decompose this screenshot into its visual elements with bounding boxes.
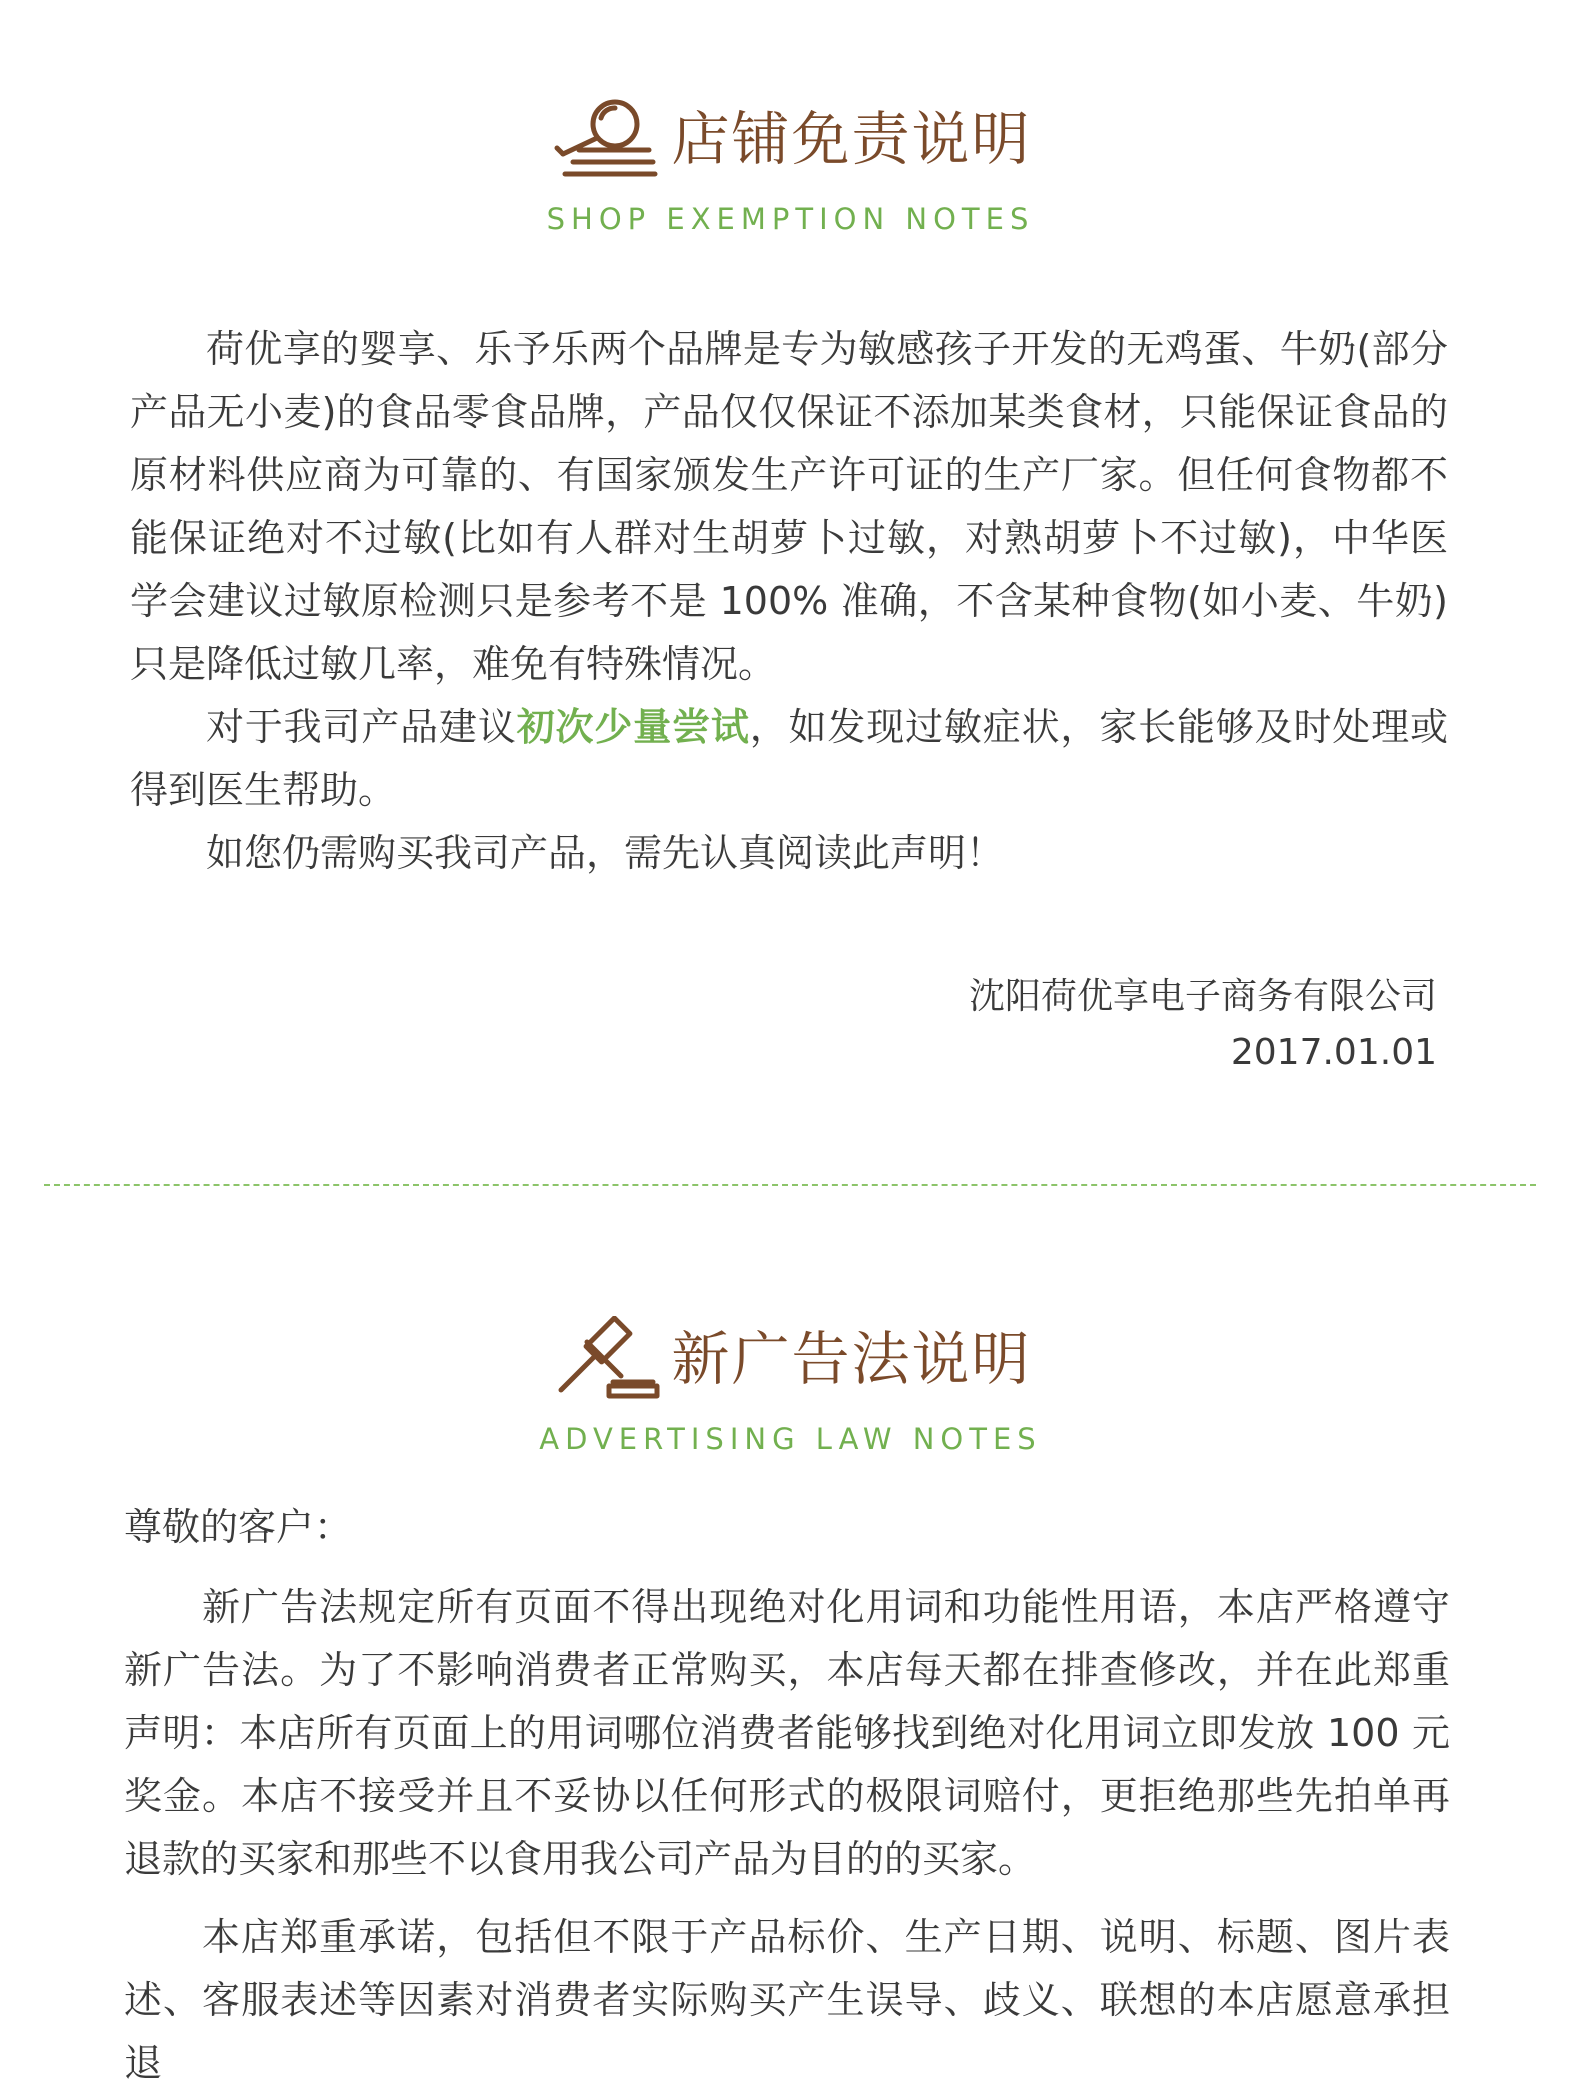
exemption-paragraph-2-tail: ，如发现过敏症状，家长能够及时处理或得到医生帮助。 [130,705,1448,812]
signature-date: 2017.01.01 [1230,1032,1437,1073]
section-divider [44,1184,1536,1186]
company-signature: 沈阳荷优享电子商务有限公司 [968,976,1437,1017]
exemption-paragraph-2 [130,696,1448,822]
advertising-paragraph-1-text: 新广告法规定所有页面不得出现绝对化用词和功能性用语，本店严格遵守新广告法。为了不影响消费者正常购买，本店每天都在排查修改，并在此郑重声明：本店所有页面上的用词哪位消费者能够找到绝对化用词立即发放 100 元奖金。本店不接受并且不妥协以任何形式的极限词赔付，更拒绝那些先拍单再退款的买家和那些不以食用我公司产品为目的的买家。 [124,1585,1450,1881]
advertising-title-row [0,1316,1581,1402]
exemption-paragraph-1 [130,318,1448,696]
exemption-paragraph-3 [130,822,1448,885]
advertising-paragraph-2 [124,1906,1450,2095]
advertising-subtitle: ADVERTISING LAW NOTES [539,1422,1042,1456]
advertising-header [0,1316,1581,1456]
exemption-paragraph-1-text: 荷优享的婴享、乐予乐两个品牌是专为敏感孩子开发的无鸡蛋、牛奶(部分产品无小麦)的食品零食品牌，产品仅仅保证不添加某类食材，只能保证食品的原材料供应商为可靠的、有国家颁发生产许可证的生产厂家。但任何食物都不能保证绝对不过敏(比如有人群对生胡萝卜过敏，对熟胡萝卜不过敏)，中华医学会建议过敏原检测只是参考不是 100% 准确，不含某种食物(如小麦、牛奶)只是降低过敏几率，难免有特殊情况。 [130,327,1448,686]
advertising-title: 新广告法说明 [671,1325,1032,1393]
exemption-title: 店铺免责说明 [671,105,1032,173]
exemption-highlight: 初次少量尝试 [516,705,750,749]
exemption-paragraph-2-lead: 对于我司产品建议 [206,705,517,749]
advertising-paragraph-2-text: 本店郑重承诺，包括但不限于产品标价、生产日期、说明、标题、图片表述、客服表述等因素对消费者实际购买产生误导、歧义、联想的本店愿意承担退 [124,1915,1450,2085]
advertising-paragraph-1 [124,1576,1450,1891]
magnifier-document-icon [549,96,661,182]
exemption-header [0,96,1581,236]
exemption-title-row [0,96,1581,182]
gavel-icon [549,1316,661,1402]
exemption-paragraph-3-text: 如您仍需购买我司产品，需先认真阅读此声明！ [206,831,1005,875]
exemption-subtitle: SHOP EXEMPTION NOTES [546,202,1035,236]
advertising-greeting-text: 尊敬的客户： [124,1505,353,1549]
advertising-greeting [124,1496,1450,1559]
